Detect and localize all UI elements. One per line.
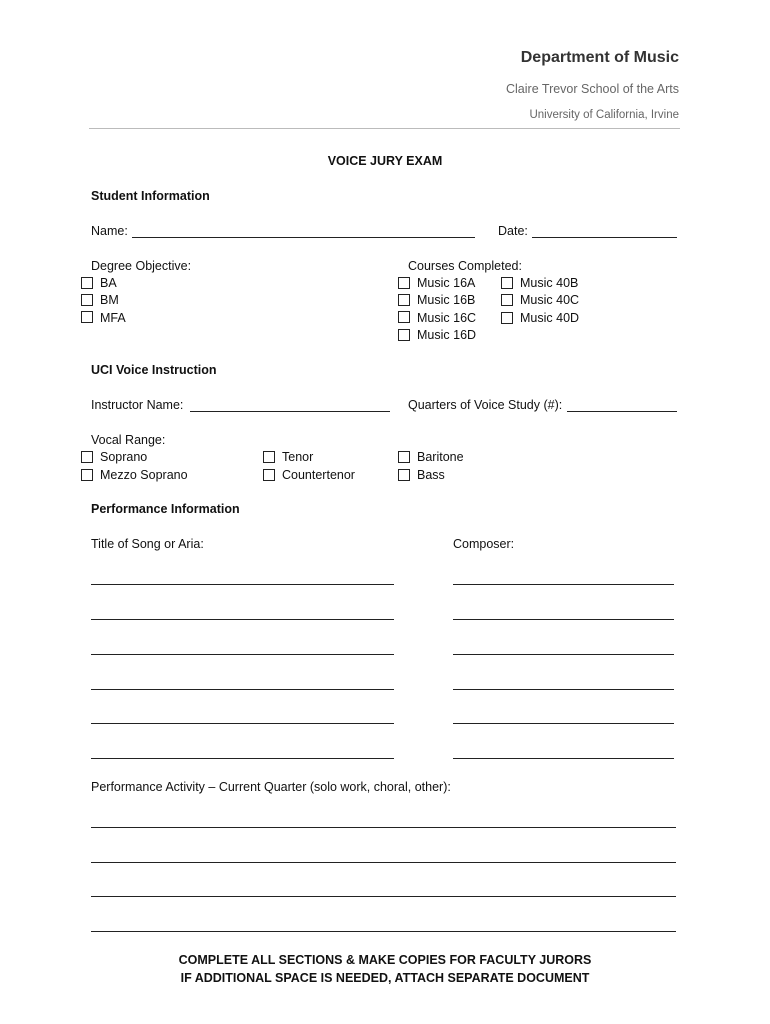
university-name: University of California, Irvine xyxy=(529,109,679,121)
checkbox[interactable] xyxy=(81,451,93,463)
courses-completed-label: Courses Completed: xyxy=(408,259,522,273)
song-title-field-1[interactable] xyxy=(91,584,394,585)
degree-bm-label: BM xyxy=(100,293,119,307)
song-title-field-4[interactable] xyxy=(91,689,394,690)
activity-field-3[interactable] xyxy=(91,896,676,897)
checkbox[interactable] xyxy=(398,311,410,323)
course-16d-label: Music 16D xyxy=(417,328,477,342)
range-countertenor-label: Countertenor xyxy=(282,468,355,482)
footer-instruction-1: COMPLETE ALL SECTIONS & MAKE COPIES FOR FACULTY JURORS xyxy=(178,953,592,967)
checkbox[interactable] xyxy=(81,294,93,306)
activity-field-1[interactable] xyxy=(91,827,676,828)
range-mezzo-soprano-label: Mezzo Soprano xyxy=(100,468,188,482)
header-divider xyxy=(89,128,680,129)
range-tenor-label: Tenor xyxy=(282,450,314,464)
checkbox[interactable] xyxy=(398,329,410,341)
degree-ba-label: BA xyxy=(100,276,117,290)
course-40b-label: Music 40B xyxy=(520,276,579,290)
performance-info-heading: Performance Information xyxy=(91,502,240,516)
form-title: VOICE JURY EXAM xyxy=(327,154,443,168)
degree-mfa-label: MFA xyxy=(100,311,126,325)
composer-field-4[interactable] xyxy=(453,689,674,690)
song-title-field-6[interactable] xyxy=(91,758,394,759)
checkbox[interactable] xyxy=(398,451,410,463)
instructor-name-label: Instructor Name: xyxy=(91,398,184,412)
song-title-field-3[interactable] xyxy=(91,654,394,655)
name-field[interactable] xyxy=(132,237,475,238)
student-info-heading: Student Information xyxy=(91,189,210,203)
checkbox[interactable] xyxy=(81,469,93,481)
checkbox[interactable] xyxy=(501,312,513,324)
course-40d-label: Music 40D xyxy=(520,311,580,325)
vocal-range-label: Vocal Range: xyxy=(91,433,166,447)
course-16a-label: Music 16A xyxy=(417,276,476,290)
checkbox[interactable] xyxy=(398,294,410,306)
checkbox[interactable] xyxy=(81,277,93,289)
checkbox[interactable] xyxy=(263,451,275,463)
composer-field-2[interactable] xyxy=(453,619,674,620)
range-baritone-label: Baritone xyxy=(417,450,464,464)
composer-field-5[interactable] xyxy=(453,723,674,724)
song-title-field-2[interactable] xyxy=(91,619,394,620)
quarters-field[interactable] xyxy=(567,411,677,412)
checkbox[interactable] xyxy=(501,277,513,289)
song-title-field-5[interactable] xyxy=(91,723,394,724)
course-16b-label: Music 16B xyxy=(417,293,476,307)
course-40c-label: Music 40C xyxy=(520,293,580,307)
composer-field-6[interactable] xyxy=(453,758,674,759)
checkbox[interactable] xyxy=(398,277,410,289)
date-label: Date: xyxy=(498,224,528,238)
footer-instruction-2: IF ADDITIONAL SPACE IS NEEDED, ATTACH SEPARATE DOCUMENT xyxy=(180,971,590,985)
composer-label: Composer: xyxy=(453,537,515,551)
activity-field-2[interactable] xyxy=(91,862,676,863)
checkbox[interactable] xyxy=(398,469,410,481)
instructor-name-field[interactable] xyxy=(190,411,390,412)
name-label: Name: xyxy=(91,224,128,238)
degree-objective-label: Degree Objective: xyxy=(91,259,192,273)
checkbox[interactable] xyxy=(263,469,275,481)
school-name: Claire Trevor School of the Arts xyxy=(506,82,679,96)
range-bass-label: Bass xyxy=(417,468,445,482)
date-field[interactable] xyxy=(532,237,677,238)
checkbox[interactable] xyxy=(81,311,93,323)
checkbox[interactable] xyxy=(501,294,513,306)
composer-field-1[interactable] xyxy=(453,584,674,585)
performance-activity-label: Performance Activity – Current Quarter (solo work, choral, other): xyxy=(91,780,451,794)
range-soprano-label: Soprano xyxy=(100,450,148,464)
course-16c-label: Music 16C xyxy=(417,311,477,325)
voice-instruction-heading: UCI Voice Instruction xyxy=(91,363,217,377)
composer-field-3[interactable] xyxy=(453,654,674,655)
activity-field-4[interactable] xyxy=(91,931,676,932)
quarters-label: Quarters of Voice Study (#): xyxy=(408,398,563,412)
song-title-label: Title of Song or Aria: xyxy=(91,537,204,551)
department-title: Department of Music xyxy=(520,49,679,66)
